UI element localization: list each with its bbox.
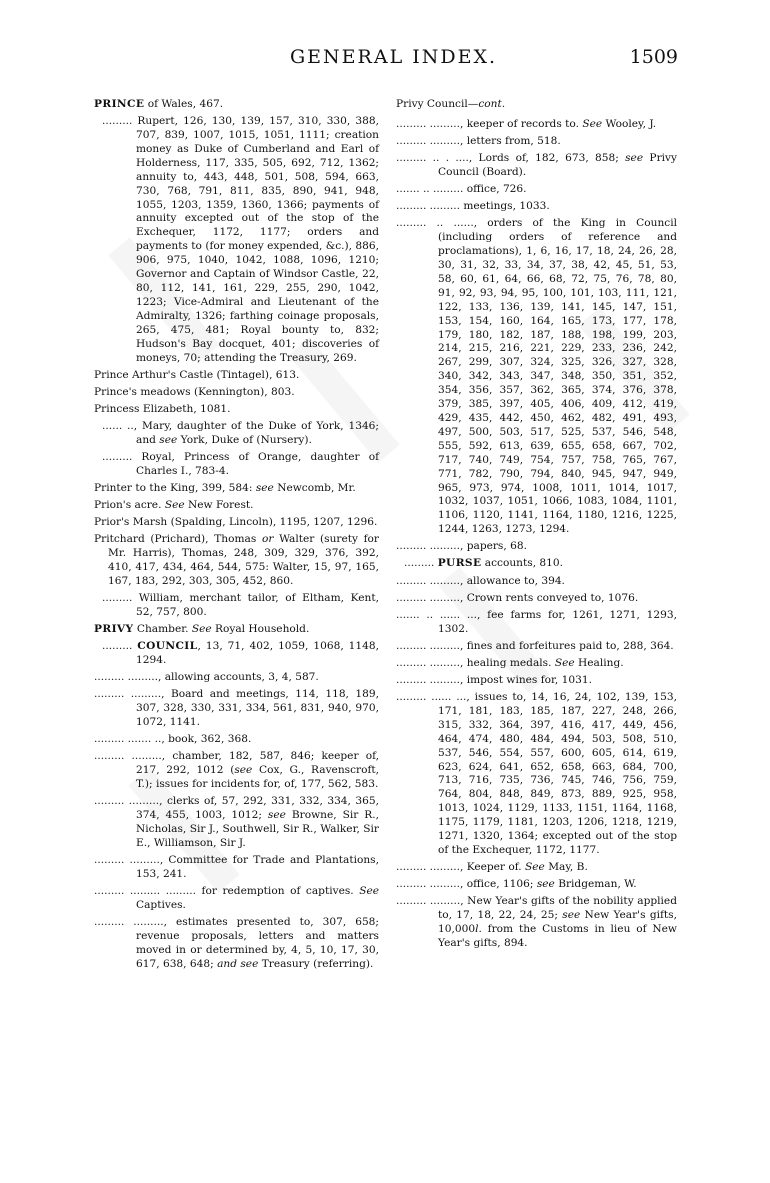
index-entry: Pritchard (Prichard), Thomas or Walter (surety for Mr. Harris), Thomas, 248, 309, 329, 376, 392, 410, 417, 434, 464, 544, 575: Walter, 15, 97, 165, 167, 183, 292, 303, 305, 452, 860. (94, 533, 379, 587)
index-entry: ......... ........., papers, 68. (396, 540, 527, 553)
index-entry: ......... Rupert, 126, 130, 139, 157, 310, 330, 388, 707, 839, 1007, 1015, 1051, 1111; creation money as Duke of Cumberland and Earl of Holderness, 117, 335, 505, 692, 712, 1362; annuity to, 443, 448, 501, 508, 594, 663, 730, 768, 791, 811, 835, 890, 941, 948, 1055, 1203, 1359, 1360, 1366; payments of annuity excepted out of the stop of the Exchequer, 1172, 1177; orders and payments to (for money expended, &c.), 886, 906, 975, 1040, 1042, 1088, 1096, 1210; Governor and Captain of Windsor Castle, 22, 80, 112, 141, 161, 229, 255, 290, 1042, 1223; Vice-Admiral and Lieutenant of the Admiralty, 1326; farthing coinage proposals, 265, 475, 481; Royal bounty to, 832; Hudson's Bay docquet, 401; discoveries of moneys, 70; attending the Treasury, 269. (102, 115, 379, 364)
index-entry: ......... ........., keeper of records to. See Wooley, J. (396, 117, 657, 130)
index-entry: ......... Royal, Princess of Orange, daughter of Charles I., 783-4. (102, 450, 379, 477)
index-entry: Privy Council—cont. (396, 98, 506, 110)
index-entry: ......... .. ......, orders of the King in Council (including orders of reference and proclamations), 1, 6, 16, 17, 18, 24, 26, 28, 30, 31, 32, 33, 34, 37, 38, 42, 45, 51, 53, 58, 60, 61, 64, 66, 68, 72, 75, 76, 78, 80, 91, 92, 93, 94, 95, 100, 101, 103, 111, 121, 122, 133, 136, 139, 141, 145, 147, 151, 153, 154, 160, 164, 165, 173, 177, 178, 179, 180, 182, 187, 188, 198, 199, 203, 214, 215, 216, 221, 229, 233, 236, 242, 267, 299, 307, 324, 325, 326, 327, 328, 340, 342, 343, 347, 348, 350, 351, 352, 354, 356, 357, 362, 365, 374, 376, 378, 379, 385, 397, 405, 406, 409, 412, 419, 429, 435, 442, 450, 462, 482, 491, 493, 497, 500, 503, 517, 525, 537, 546, 548, 555, 592, 613, 639, 655, 658, 667, 702, 717, 740, 749, 754, 757, 758, 765, 767, 771, 782, 790, 794, 840, 945, 947, 949, 965, 973, 974, 1008, 1011, 1014, 1017, 1032, 1037, 1051, 1066, 1083, 1084, 1101, 1106, 1120, 1141, 1164, 1180, 1216, 1225, 1244, 1263, 1273, 1294. (396, 217, 677, 536)
index-entry: ......... ........., New Year's gifts of the nobility applied to, 17, 18, 22, 24, 25; see New Year's gifts, 10,000l. from the Customs in lieu of New Year's gifts, 894. (396, 895, 677, 949)
index-entry: ......... ........., fines and forfeitures paid to, 288, 364. (396, 639, 674, 652)
index-entry: Printer to the King, 399, 584: see Newcomb, Mr. (94, 481, 356, 494)
index-column-left (94, 98, 379, 975)
index-entry: ...... .., Mary, daughter of the Duke of York, 1346; and see York, Duke of (Nursery). (102, 419, 379, 446)
index-entry: ......... ........., Committee for Trade and Plantations, 153, 241. (94, 853, 379, 880)
page-header (0, 46, 770, 76)
index-entry: PRIVY Chamber. See Royal Household. (94, 622, 310, 635)
index-entry: PRINCE of Wales, 467. (94, 98, 224, 110)
index-entry: ......... ........., estimates presented to, 307, 658; revenue proposals, letters and matters moved in or determined by, 4, 5, 10, 17, 30, 617, 638, 648; and see Treasury (referring). (94, 915, 379, 970)
index-entry: ....... .. ...... ..., fee farms for, 1261, 1271, 1293, 1302. (396, 608, 677, 635)
index-entry: ......... ........., chamber, 182, 587, 846; keeper of, 217, 292, 1012 (see Cox, G., Ravenscroft, T.); issues for incidents for, of, 177, 562, 583. (94, 750, 380, 790)
page-title: GENERAL INDEX. (290, 46, 498, 68)
index-entry: ......... ........., office, 1106; see Bridgeman, W. (396, 878, 637, 891)
index-entry: ......... ......... ......... for redemption of captives. See Captives. (94, 884, 379, 911)
index-entry: Prince's meadows (Kennington), 803. (94, 385, 295, 398)
index-entry: ......... ........., Crown rents conveyed to, 1076. (396, 591, 639, 604)
page-number: 1509 (629, 46, 678, 68)
index-entry: ......... ........., impost wines for, 1031. (396, 673, 592, 686)
index-entry: ......... ........., Keeper of. See May, B. (396, 861, 588, 874)
index-entry: ......... ........., healing medals. See Healing. (396, 656, 624, 669)
index-entry: ......... PURSE accounts, 810. (404, 557, 564, 570)
index-entry: ......... .. . ...., Lords of, 182, 673, 858; see Privy Council (Board). (396, 152, 677, 178)
index-entry: ......... ........., clerks of, 57, 292, 331, 332, 334, 365, 374, 455, 1003, 1012; see Browne, Sir R., Nicholas, Sir J., Southwell, Sir R., Walker, Sir E., Williamson, Sir J. (94, 795, 379, 849)
index-entry: ......... ......... meetings, 1033. (396, 200, 550, 213)
index-entry: ....... .. ......... office, 726. (396, 183, 527, 196)
index-entry: ......... COUNCIL, 13, 71, 402, 1059, 1068, 1148, 1294. (102, 640, 379, 666)
index-entry: ......... ........., Board and meetings, 114, 118, 189, 307, 328, 330, 331, 334, 561, 831, 940, 970, 1072, 1141. (94, 688, 379, 728)
index-entry: ......... ........., allowance to, 394. (396, 574, 565, 587)
index-entry: Prior's Marsh (Spalding, Lincoln), 1195, 1207, 1296. (94, 516, 378, 529)
index-entry: ......... ........., letters from, 518. (396, 135, 561, 147)
index-entry: Princess Elizabeth, 1081. (94, 402, 231, 415)
index-column-right (396, 98, 677, 954)
index-entry: ......... William, merchant tailor, of Eltham, Kent, 52, 757, 800. (102, 591, 379, 618)
index-entry: ......... ...... ..., issues to, 14, 16, 24, 102, 139, 153, 171, 181, 183, 185, 187, 227, 248, 266, 315, 332, 364, 397, 416, 417, 449, 456, 464, 474, 480, 484, 494, 503, 508, 510, 537, 546, 554, 557, 600, 605, 614, 619, 623, 624, 641, 652, 658, 663, 684, 700, 713, 716, 735, 736, 745, 746, 756, 759, 764, 804, 848, 849, 873, 889, 925, 958, 1013, 1024, 1129, 1133, 1151, 1164, 1168, 1175, 1179, 1181, 1203, 1206, 1218, 1219, 1271, 1320, 1364; excepted out of the stop of the Exchequer, 1172, 1177. (396, 690, 677, 856)
index-entry: ......... ....... .., book, 362, 368. (94, 733, 252, 746)
index-entry: Prince Arthur's Castle (Tintagel), 613. (94, 368, 300, 381)
index-entry: Prion's acre. See New Forest. (94, 498, 254, 511)
index-entry: ......... ........., allowing accounts, 3, 4, 587. (94, 671, 319, 684)
